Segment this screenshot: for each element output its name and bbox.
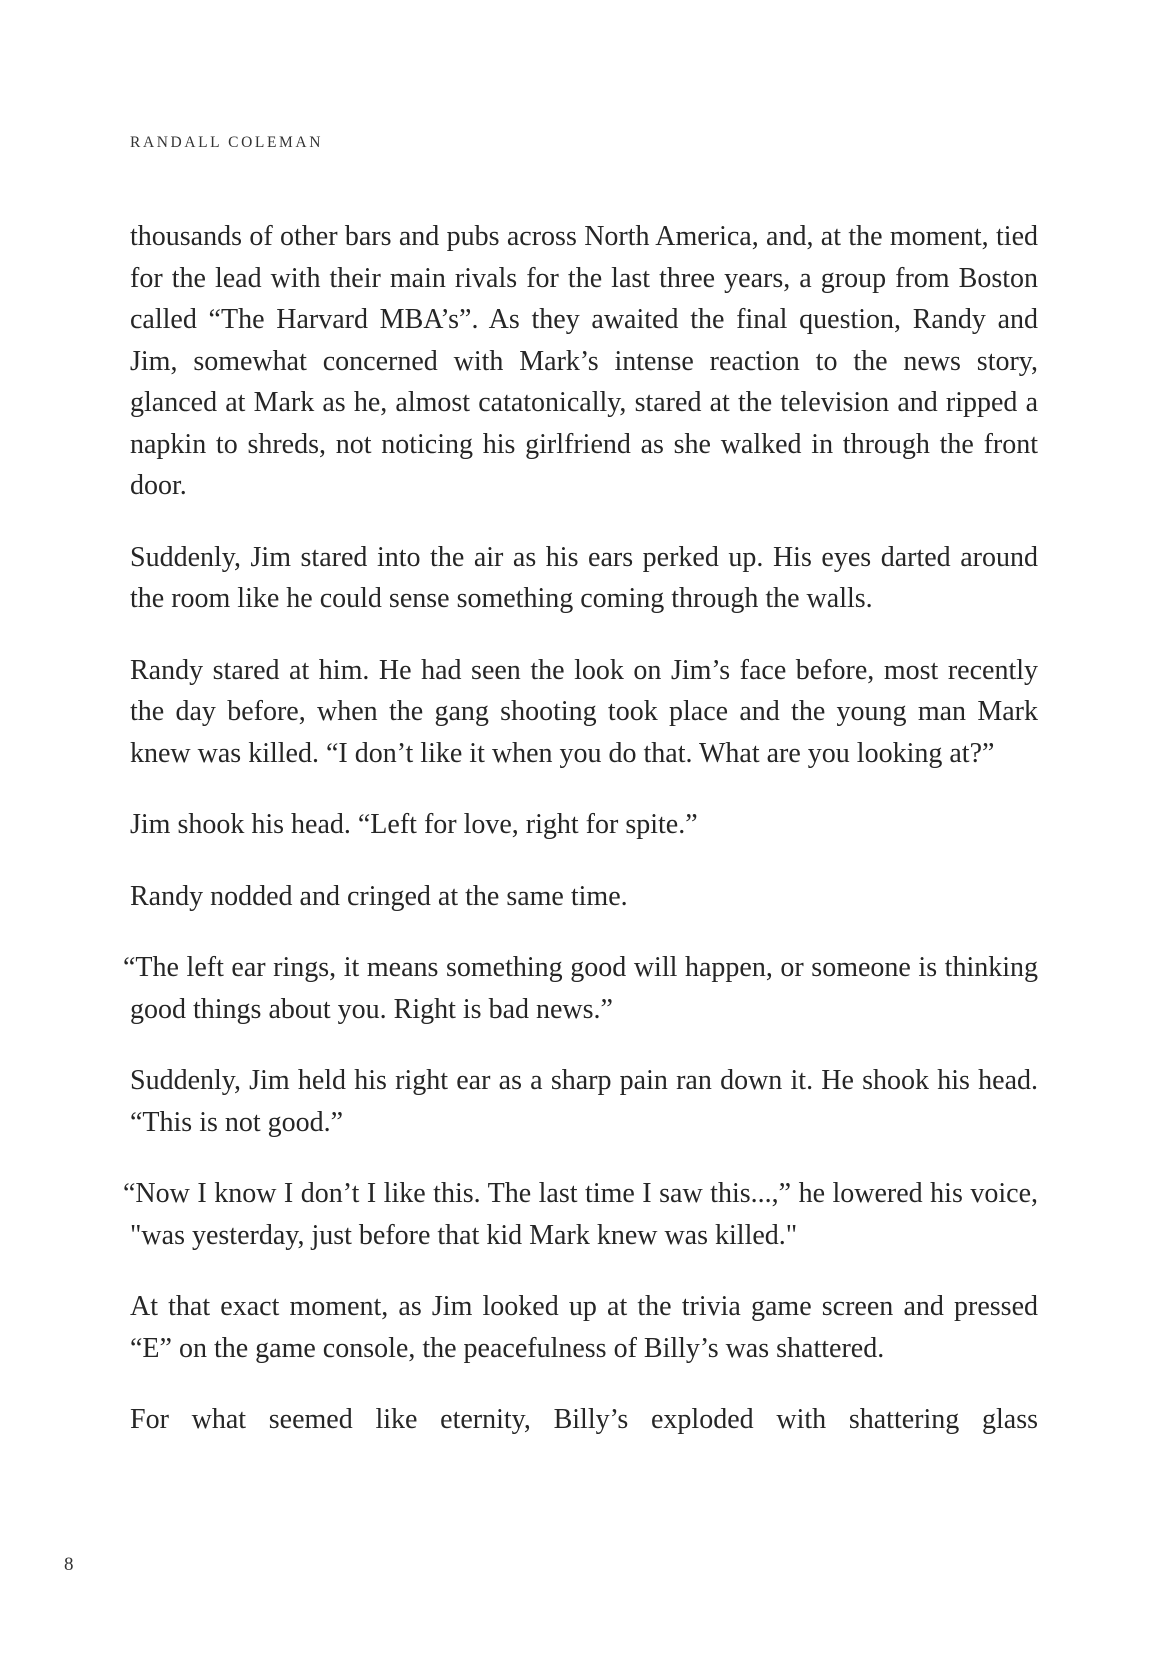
paragraph-6: “The left ear rings, it means something good will happen, or someone is thinking good things about you. Right is bad news.” [123,952,1038,1025]
paragraph-5: Randy nodded and cringed at the same time. [130,880,628,912]
paragraph-9: At that exact moment, as Jim looked up at the trivia game screen and pressed “E” on the game console, the peacefulness of Billy’s was shattered. [130,1291,1038,1364]
paragraph-4: Jim shook his head. “Left for love, right for spite.” [130,809,698,840]
paragraph-3: Randy stared at him. He had seen the look on Jim’s face before, most recently the day before, when the gang shooting took place and the young man Mark knew was killed. “I don’t like it when you do that. What are you looking at?” [130,654,1038,769]
paragraph-1: thousands of other bars and pubs across North America, and, at the moment, tied for the lead with their main rivals for the last three years, a group from Boston called “The Harvard MBA’s”. As they awaited the final question, Randy and Jim, somewhat concerned with Mark’s intense reaction to the news story, glanced at Mark as he, almost catatonically, stared at the television and ripped a napkin to shreds, not noticing his girlfriend as she walked in through the front door. [130,221,1038,501]
paragraph-7: Suddenly, Jim held his right ear as a sharp pain ran down it. He shook his head. “This is not good.” [130,1065,1038,1138]
body-text [123,216,1038,1471]
page-number: 8 [64,1554,74,1575]
paragraph-10: For what seemed like eternity, Billy’s exploded with shattering glass [130,1404,1038,1435]
running-head: RANDALL COLEMAN [130,134,323,151]
paragraph-2: Suddenly, Jim stared into the air as his ears perked up. His eyes darted around the room like he could sense something coming through the walls. [130,541,1038,614]
paragraph-8: “Now I know I don’t I like this. The last time I saw this...,” he lowered his voice, "was yesterday, just before that kid Mark knew was killed." [123,1178,1038,1251]
